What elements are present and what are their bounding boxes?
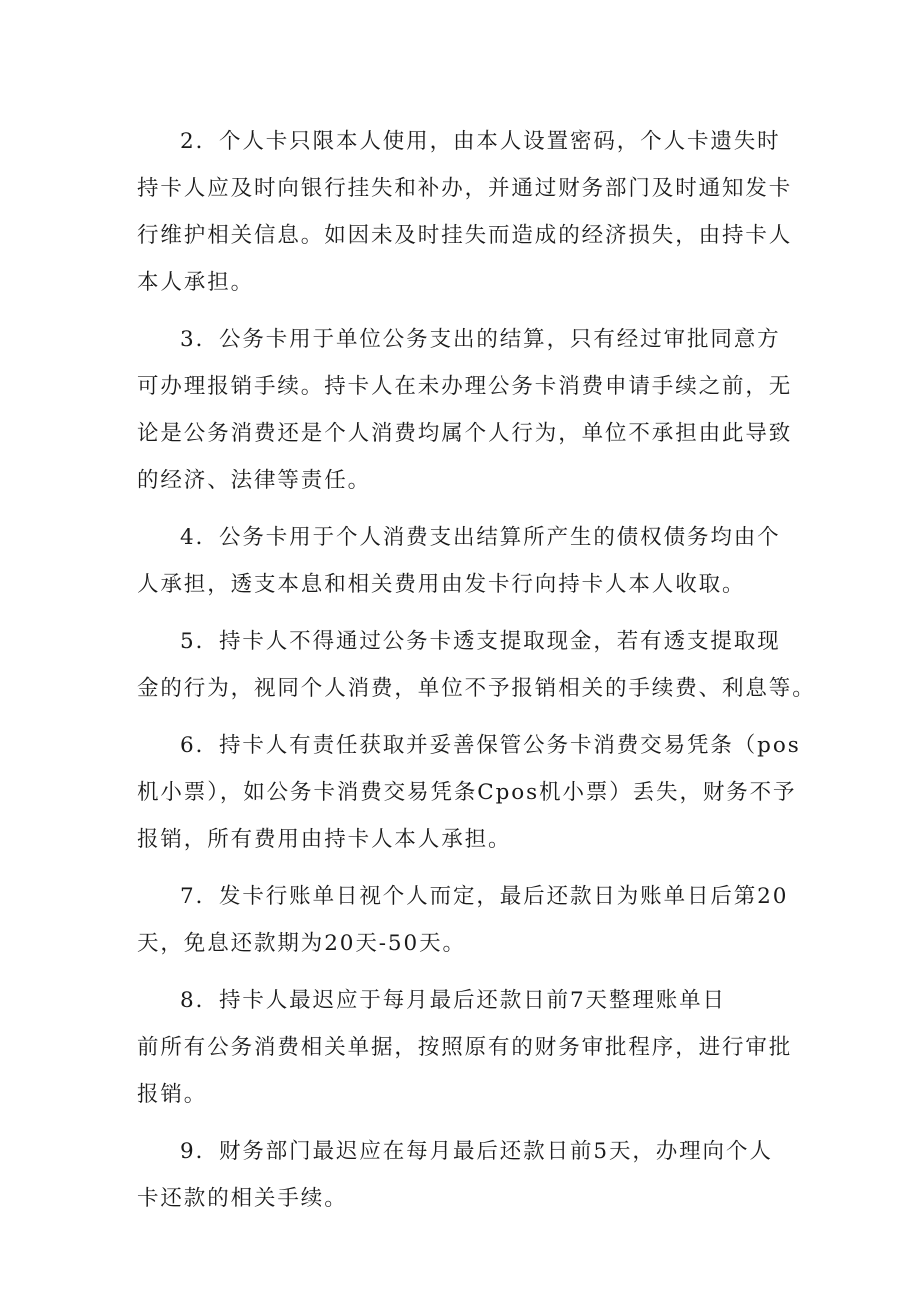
- text-line: 前所有公务消费相关单据，按照原有的财务审批程序，进行审批: [137, 1035, 793, 1060]
- text-line: 的经济、法律等责任。: [137, 468, 372, 493]
- text-line: 本人承担。: [137, 270, 255, 295]
- paragraph-9: [137, 1128, 797, 1222]
- text-line: 报销，所有费用由持卡人本人承担。: [137, 827, 512, 852]
- text-line: 2．个人卡只限本人使用，由本人设置密码，个人卡遗失时: [180, 129, 781, 154]
- text-line: 论是公务消费还是个人消费均属个人行为，单位不承担由此导致: [137, 421, 793, 446]
- text-line: 天，免息还款期为20天-50天。: [137, 931, 466, 956]
- text-line: 7．发卡行账单日视个人而定，最后还款日为账单日后第20: [180, 884, 789, 909]
- paragraph-5: [137, 618, 816, 712]
- text-line: 4．公务卡用于个人消费支出结算所产生的债权债务均由个: [180, 525, 781, 550]
- text-line: 8．持卡人最迟应于每月最后还款日前7天整理账单日: [180, 988, 726, 1013]
- text-line: 6．持卡人有责任获取并妥善保管公务卡消费交易凭条（pos: [180, 733, 801, 758]
- text-line: 机小票），如公务卡消费交易凭条Cpos机小票）丢失，财务不予: [137, 780, 797, 805]
- text-line: 持卡人应及时向银行挂失和补办，并通过财务部门及时通知发卡: [137, 176, 793, 201]
- paragraph-6: [137, 722, 801, 863]
- paragraph-2: [137, 118, 797, 306]
- text-line: 行维护相关信息。如因未及时挂失而造成的经济损失，由持卡人: [137, 223, 793, 248]
- text-line: 3．公务卡用于单位公务支出的结算，只有经过审批同意方: [180, 327, 781, 352]
- paragraph-8: [137, 977, 797, 1118]
- text-line: 卡还款的相关手续。: [137, 1186, 348, 1211]
- text-line: 报销。: [137, 1082, 208, 1107]
- document-body: [137, 118, 816, 1232]
- text-line: 人承担，透支本息和相关费用由发卡行向持卡人本人收取。: [137, 572, 746, 597]
- text-line: 金的行为，视同个人消费，单位不予报销相关的手续费、利息等。: [137, 676, 816, 701]
- paragraph-4: [137, 514, 797, 608]
- paragraph-3: [137, 316, 797, 504]
- text-line: 可办理报销手续。持卡人在未办理公务卡消费申请手续之前，无: [137, 374, 793, 399]
- text-line: 9．财务部门最迟应在每月最后还款日前5天，办理向个人: [180, 1139, 773, 1164]
- paragraph-7: [137, 873, 797, 967]
- text-line: 5．持卡人不得通过公务卡透支提取现金，若有透支提取现: [180, 629, 781, 654]
